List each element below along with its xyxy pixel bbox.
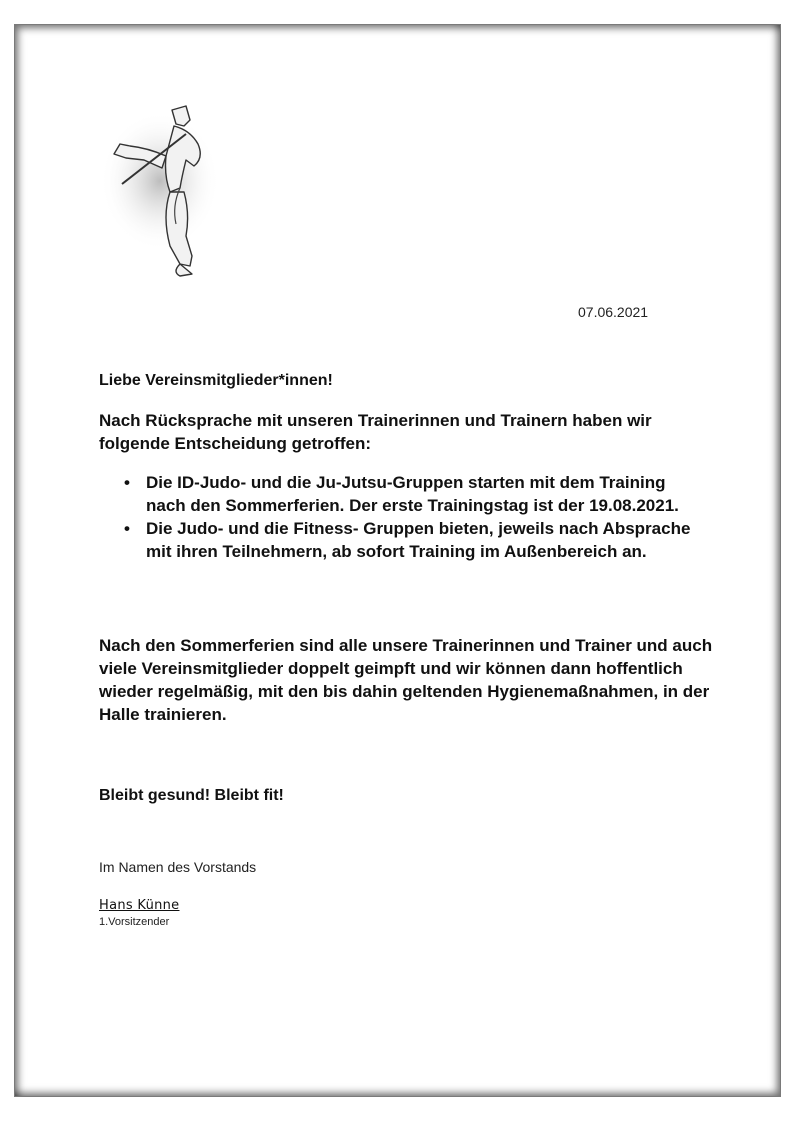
signer-role: 1.Vorsitzender <box>99 916 170 928</box>
list-item <box>99 471 699 517</box>
list-item-text: Die ID-Judo- und die Ju-Jutsu-Gruppen starten mit dem Training nach den Sommerferien. Der erste Trainingstag ist der 19.08.2021. <box>146 473 679 515</box>
list-item-text: Die Judo- und die Fitness- Gruppen bieten, jeweils nach Absprache mit ihren Teilnehmern, ab sofort Training im Außenbereich an. <box>146 519 691 561</box>
bullet-icon: • <box>124 519 130 538</box>
closing-line: Bleibt gesund! Bleibt fit! <box>99 787 284 804</box>
body-paragraph: Nach den Sommerferien sind alle unsere Trainerinnen und Trainer und auch viele Vereinsmitglieder doppelt geimpft und wir können dann hoffentlich wieder regelmäßig, mit den bis dahin geltenden Hygienemaßnahmen, in der Halle trainieren. <box>99 636 713 724</box>
greeting: Liebe Vereinsmitglieder*innen! <box>99 372 333 389</box>
bullet-icon: • <box>124 473 130 492</box>
signer-name: Hans Künne <box>99 898 180 913</box>
decision-list <box>99 471 699 563</box>
judo-kick-illustration-icon <box>100 96 230 281</box>
on-behalf-line: Im Namen des Vorstands <box>99 859 257 875</box>
list-item <box>99 517 699 563</box>
letter-date: 07.06.2021 <box>578 304 649 320</box>
intro-paragraph: Nach Rücksprache mit unseren Trainerinnen und Trainern haben wir folgende Entscheidung getroffen: <box>99 411 652 453</box>
